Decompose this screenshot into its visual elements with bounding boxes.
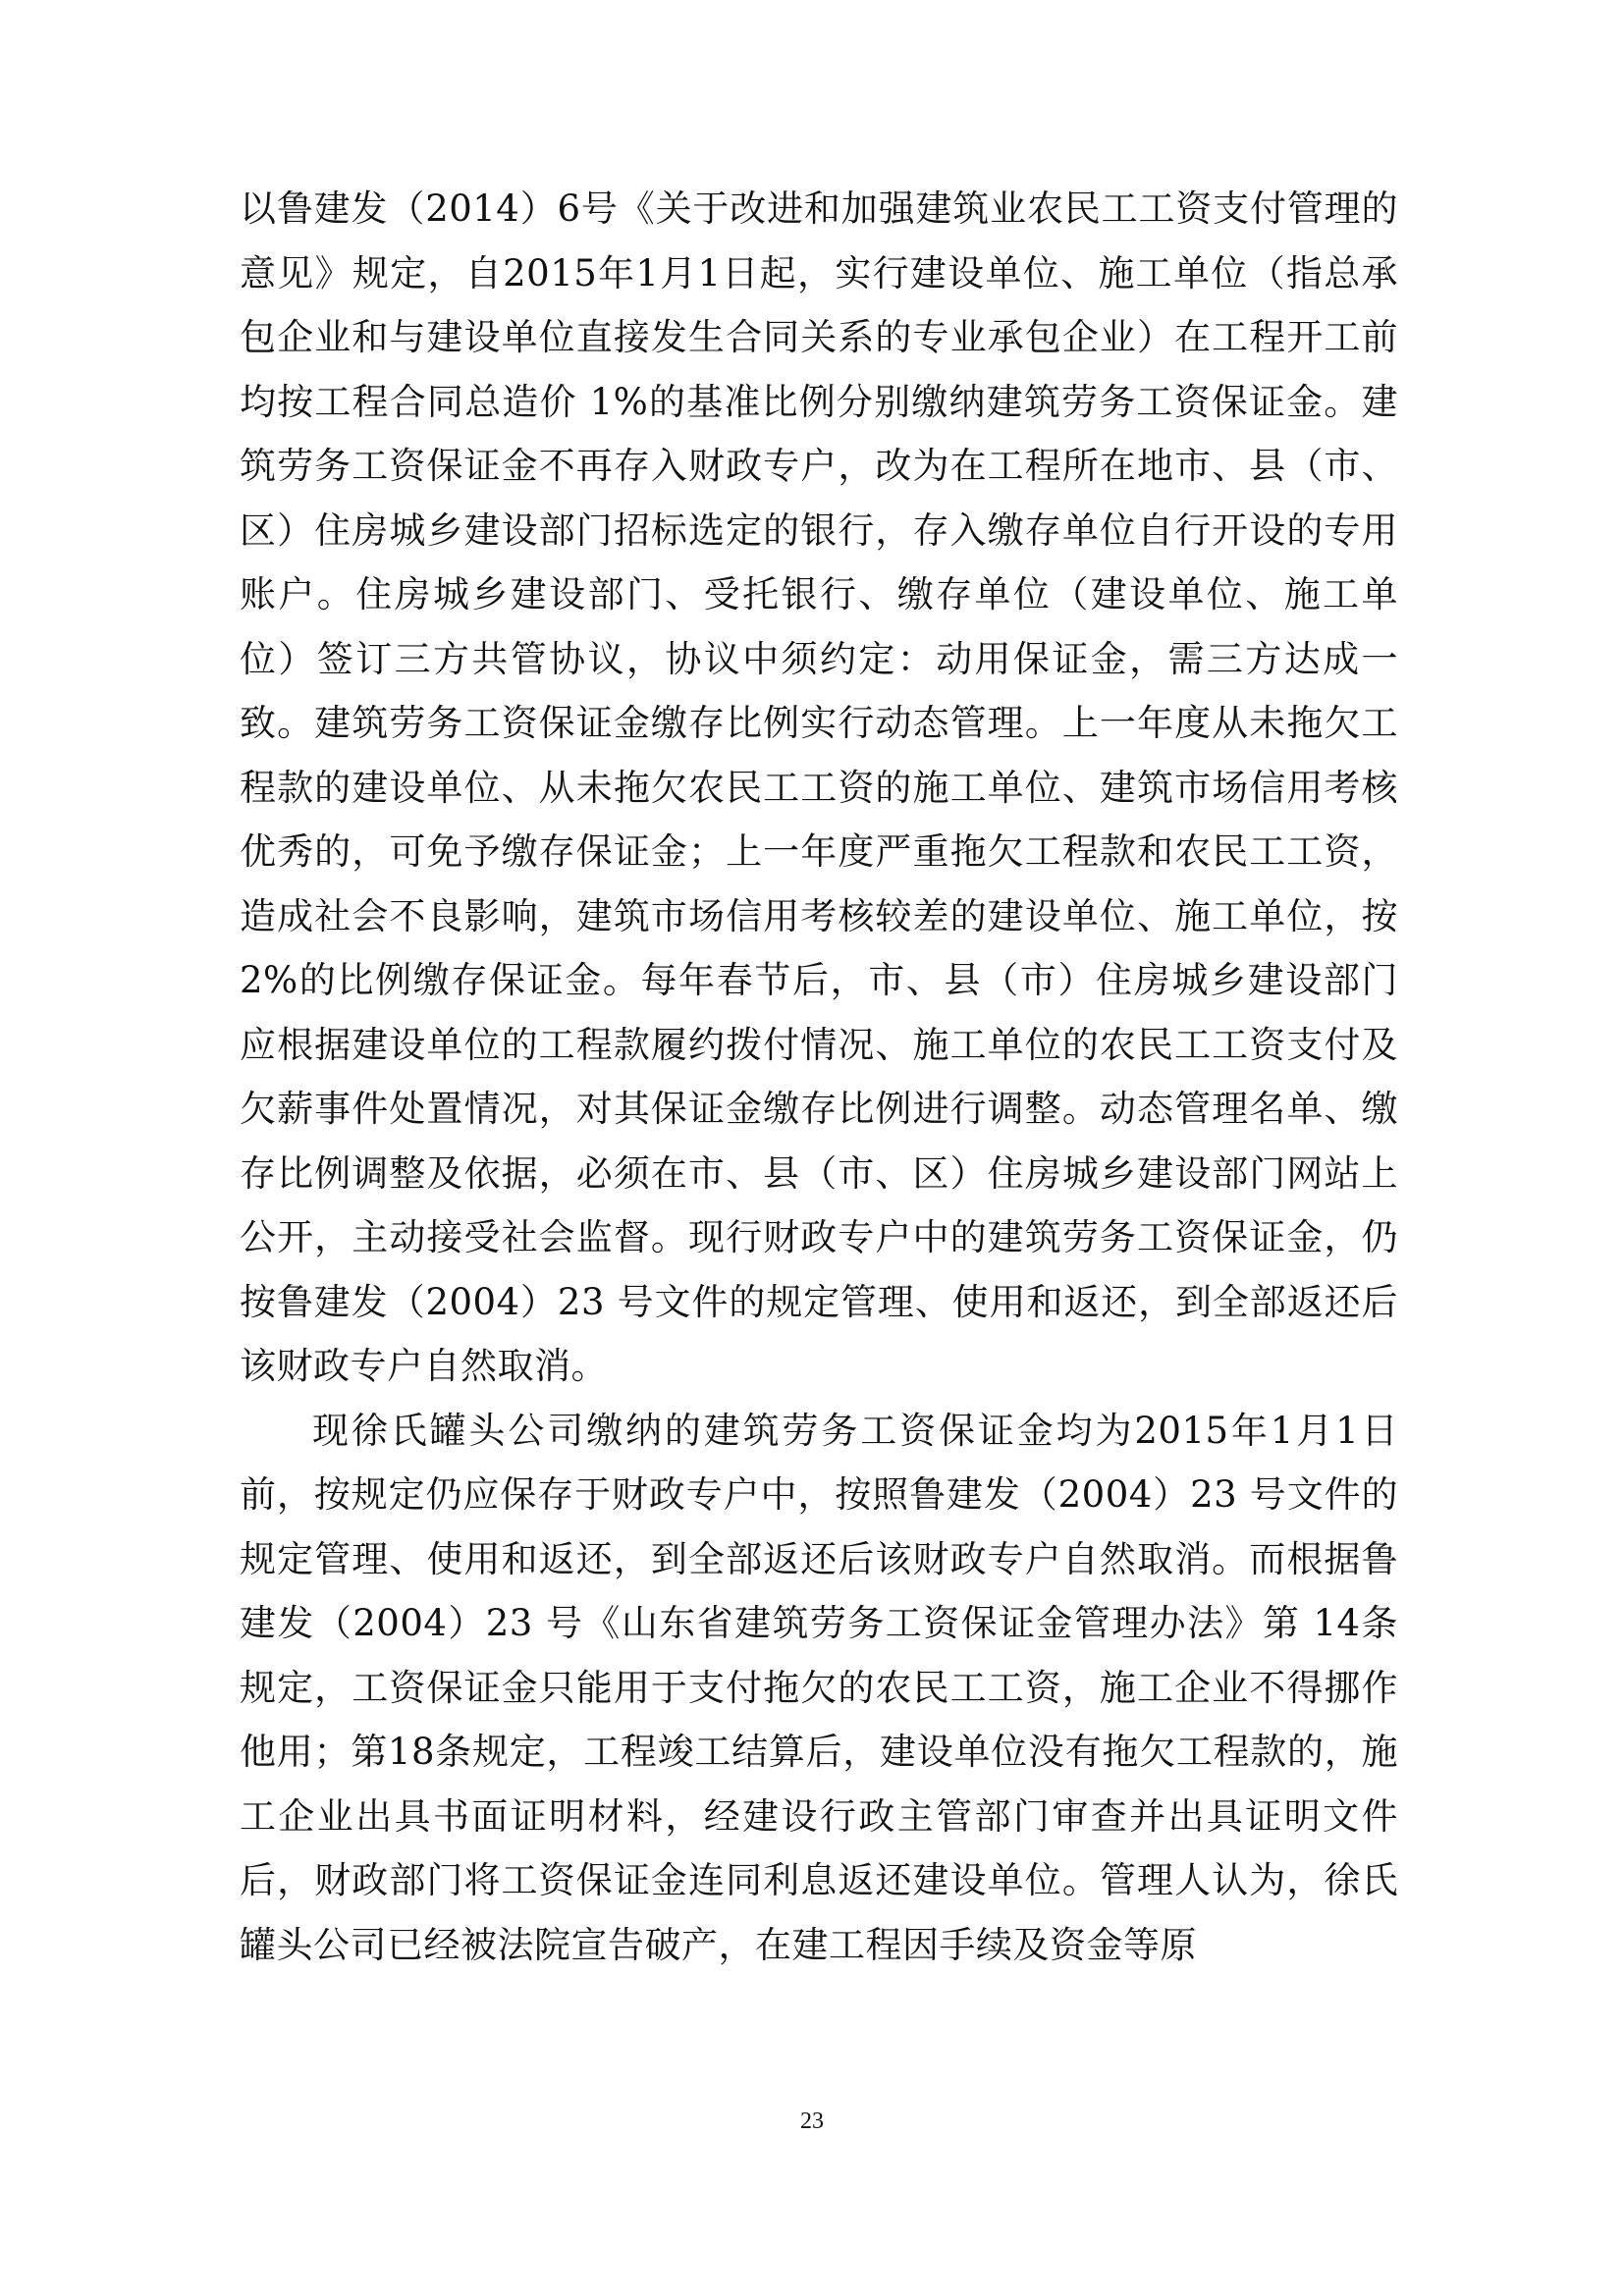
page-number: 23 xyxy=(800,2109,824,2134)
paragraph-2: 现徐氏罐头公司缴纳的建筑劳务工资保证金均为2015年1月1日前，按规定仍应保存于财政专户中，按照鲁建发（2004）23 号文件的规定管理、使用和返还，到全部返还后该财政专户自然取消。而根据鲁建发（2004）23 号《山东省建筑劳务工资保证金管理办法》第 14条规定，工资保证金只能用于支付拖欠的农民工工资，施工企业不得挪作他用；第18条规定，工程竣工结算后，建设单位没有拖欠工程款的，施工企业出具书面证明材料，经建设行政主管部门审查并出具证明文件后，财政部门将工资保证金连同利息返还建设单位。管理人认为，徐氏罐头公司已经被法院宣告破产，在建工程因手续及资金等原 xyxy=(240,1409,1398,1966)
body-text xyxy=(240,177,1398,1977)
paragraph-1: 以鲁建发（2014）6号《关于改进和加强建筑业农民工工资支付管理的意见》规定，自2015年1月1日起，实行建设单位、施工单位（指总承包企业和与建设单位直接发生合同关系的专业承包企业）在工程开工前均按工程合同总造价 1%的基准比例分别缴纳建筑劳务工资保证金。建筑劳务工资保证金不再存入财政专户，改为在工程所在地市、县（市、区）住房城乡建设部门招标选定的银行，存入缴存单位自行开设的专用账户。住房城乡建设部门、受托银行、缴存单位（建设单位、施工单位）签订三方共管协议，协议中须约定：动用保证金，需三方达成一致。建筑劳务工资保证金缴存比例实行动态管理。上一年度从未拖欠工程款的建设单位、从未拖欠农民工工资的施工单位、建筑市场信用考核优秀的，可免予缴存保证金；上一年度严重拖欠工程款和农民工工资，造成社会不良影响，建筑市场信用考核较差的建设单位、施工单位，按2%的比例缴存保证金。每年春节后，市、县（市）住房城乡建设部门应根据建设单位的工程款履约拨付情况、施工单位的农民工工资支付及欠薪事件处置情况，对其保证金缴存比例进行调整。动态管理名单、缴存比例调整及依据，必须在市、县（市、区）住房城乡建设部门网站上公开，主动接受社会监督。现行财政专户中的建筑劳务工资保证金，仍按鲁建发（2004）23 号文件的规定管理、使用和返还，到全部返还后该财政专户自然取消。 xyxy=(240,187,1398,1387)
